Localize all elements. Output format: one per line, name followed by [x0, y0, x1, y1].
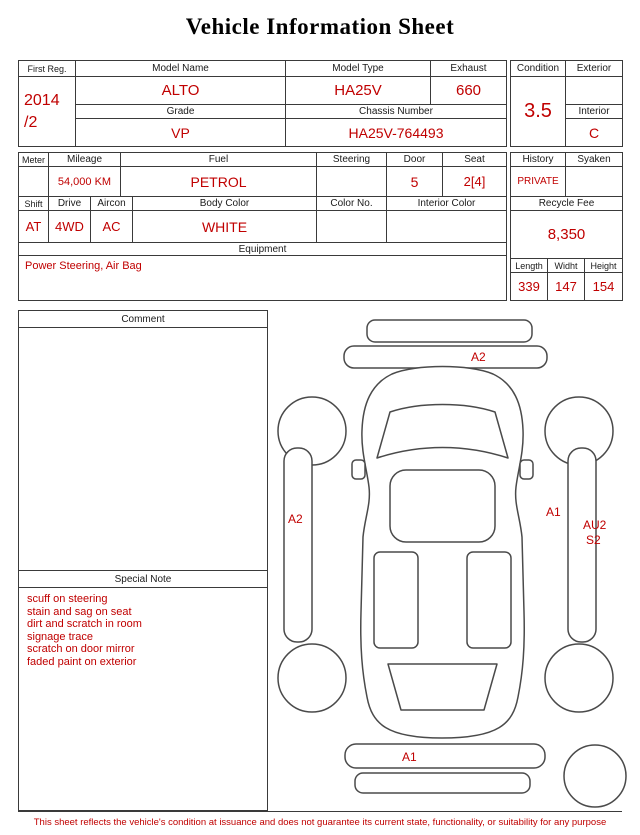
interior-color-value: [387, 211, 507, 243]
page-title: Vehicle Information Sheet: [185, 14, 455, 39]
steering-value: [317, 167, 387, 197]
first-reg-month: /2: [24, 113, 38, 131]
damage-mark-left-side: A2: [288, 512, 303, 526]
exterior-value: [566, 77, 623, 105]
interior-value: C: [566, 119, 623, 147]
exhaust-value: 660: [431, 77, 507, 105]
disclaimer-text: This sheet reflects the vehicle's condition at issuance and does not guarantee its current state, functionality, or suitability for any purpose: [33, 817, 607, 828]
wheel-rear-left-icon: [278, 644, 346, 712]
model-type-label: Model Type: [286, 61, 431, 77]
seat-value: 2[4]: [443, 167, 507, 197]
door-value: 5: [387, 167, 443, 197]
color-no-label: Color No.: [317, 197, 387, 211]
registration-table: [18, 60, 507, 147]
model-name-label: Model Name: [76, 61, 286, 77]
special-note-item: dirt and scratch in room: [27, 618, 142, 630]
model-name-value: ALTO: [76, 77, 286, 105]
interior-label: Interior: [566, 105, 623, 119]
fuel-label: Fuel: [121, 153, 317, 167]
door-label: Door: [387, 153, 443, 167]
front-bumper-shape: [344, 346, 547, 368]
meter-label: Meter: [19, 153, 49, 167]
damage-mark-right-side: A1: [546, 505, 561, 519]
recycle-fee-label: Recycle Fee: [511, 197, 623, 211]
grade-label: Grade: [76, 105, 286, 119]
width-value: 147: [548, 273, 585, 301]
mileage-value: 54,000 KM: [49, 167, 121, 197]
wheel-rear-right-icon: [545, 644, 613, 712]
height-label: Height: [585, 259, 623, 273]
special-note-item: faded paint on exterior: [27, 655, 137, 668]
length-label: Length: [511, 259, 548, 273]
left-door-panel-shape: [374, 552, 418, 648]
equipment-label: Equipment: [19, 243, 507, 256]
mirror-right-shape: [520, 460, 533, 479]
fuel-value: PETROL: [121, 167, 317, 197]
spare-wheel-icon: [564, 745, 626, 807]
roof-panel-shape: [390, 470, 495, 542]
spec-table-right: [510, 152, 623, 301]
aircon-value: AC: [91, 211, 133, 243]
length-value: 339: [511, 273, 548, 301]
car-top-view-icon: [270, 312, 635, 810]
meter-value: [19, 167, 49, 197]
damage-mark-right-edge-top: AU2: [583, 518, 607, 532]
exterior-label: Exterior: [566, 61, 623, 77]
grade-value: VP: [76, 119, 286, 147]
syaken-label: Syaken: [566, 153, 623, 167]
mirror-left-shape: [352, 460, 365, 479]
bottom-divider: [18, 811, 622, 812]
height-value: 154: [585, 273, 623, 301]
damage-mark-front-bumper: A2: [471, 350, 486, 364]
condition-value: 3.5: [511, 77, 566, 147]
rear-bumper-shape: [345, 744, 545, 768]
shift-value: AT: [19, 211, 49, 243]
body-color-label: Body Color: [133, 197, 317, 211]
interior-color-label: Interior Color: [387, 197, 507, 211]
first-reg-year: 2014: [24, 91, 60, 109]
roof-strip-shape: [367, 320, 532, 342]
special-note-item: stain and sag on seat: [27, 605, 132, 618]
shift-label: Shift: [19, 197, 49, 211]
exhaust-label: Exhaust: [431, 61, 507, 77]
body-color-value: WHITE: [133, 211, 317, 243]
damage-mark-right-edge-bottom: S2: [586, 533, 601, 547]
special-note-item: signage trace: [27, 630, 94, 643]
seat-label: Seat: [443, 153, 507, 167]
recycle-fee-value: 8,350: [511, 211, 623, 259]
damage-mark-rear-bumper: A1: [402, 750, 417, 764]
color-no-value: [317, 211, 387, 243]
syaken-value: [566, 167, 623, 197]
rear-window-shape: [388, 664, 497, 710]
special-note-item: scuff on steering: [27, 593, 108, 605]
special-note-list: [19, 588, 267, 668]
first-reg-label: First Reg.: [19, 61, 76, 77]
history-value: PRIVATE: [511, 167, 566, 197]
spec-table: [18, 152, 507, 301]
comment-header: Comment: [19, 311, 267, 328]
comment-area: [19, 328, 267, 570]
rear-strip-shape: [355, 773, 530, 793]
right-door-panel-shape: [467, 552, 511, 648]
model-type-value: HA25V: [286, 77, 431, 105]
chassis-number-value: HA25V-764493: [286, 119, 507, 147]
drive-label: Drive: [49, 197, 91, 211]
steering-label: Steering: [317, 153, 387, 167]
condition-table: [510, 60, 623, 147]
history-label: History: [511, 153, 566, 167]
aircon-label: Aircon: [91, 197, 133, 211]
special-note-header: Special Note: [19, 570, 267, 588]
first-reg-value: [19, 77, 76, 147]
width-label: Widht: [548, 259, 585, 273]
comment-box: [18, 310, 268, 811]
left-sill-shape: [284, 448, 312, 642]
drive-value: 4WD: [49, 211, 91, 243]
chassis-number-label: Chassis Number: [286, 105, 507, 119]
equipment-value: Power Steering, Air Bag: [19, 256, 507, 301]
mileage-label: Mileage: [49, 153, 121, 167]
car-condition-diagram: [270, 312, 635, 810]
condition-label: Condition: [511, 61, 566, 77]
special-note-item: scratch on door mirror: [27, 643, 135, 655]
